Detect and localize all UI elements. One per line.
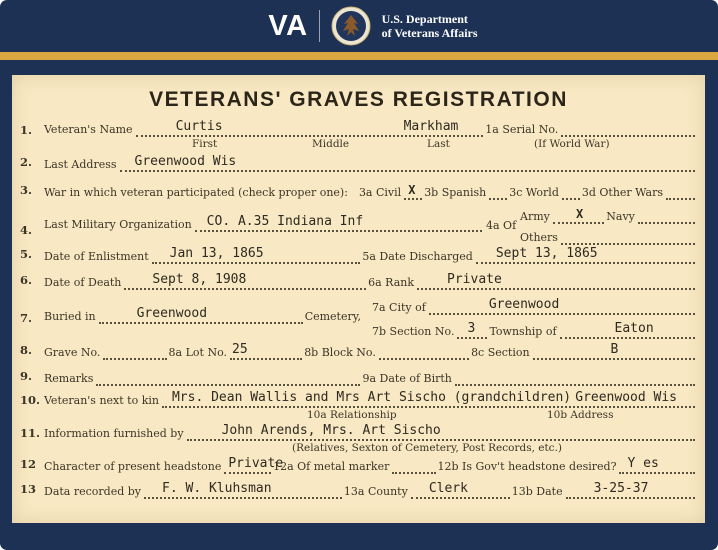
navy-fill [638,205,695,224]
label-veterans-name: Veteran's Name [44,123,133,137]
spanish-fill [489,174,507,200]
military-org-fill [195,206,482,232]
value-civil-check: X [408,183,416,197]
form-row-5 [18,238,695,264]
block-no-fill [379,334,469,360]
label-13b-date: 13b Date [511,485,563,499]
army-fill [553,205,604,224]
value-date-recorded: 3-25-37 [593,481,649,496]
death-date-fill [124,264,366,290]
date-fill [566,473,695,499]
dept-text [382,12,478,41]
sublabel-relationship: 10a Relationship [307,409,397,421]
va-seal-icon [331,6,371,46]
form-row-3 [18,174,695,200]
label-last-military-org: Last Military Organization [44,218,192,232]
row-number: 6. [20,273,33,287]
label-last-address: Last Address [44,158,117,172]
value-recorded-by: F. W. Kluhsman [162,481,272,496]
value-county: Clerk [428,481,468,496]
value-lot-no: 25 [232,342,248,357]
form-row-13 [18,473,695,499]
next-of-kin-fill [162,381,695,408]
sublabel-if-world-war: (If World War) [534,138,610,150]
label-army: Army [520,210,550,224]
graves-registration-document [12,75,705,523]
label-5a-date-discharged: 5a Date Discharged [362,250,473,264]
label-grave-no: Grave No. [44,346,101,360]
row-number: 7. [20,311,33,325]
label-serial-no: 1a Serial No. [485,123,559,137]
headstone-fill [224,448,284,474]
sublabel-middle: Middle [312,138,350,150]
serial-fill [561,111,695,137]
gold-accent-bar [0,52,718,60]
label-7b-section-no: 7b Section No. [372,325,455,339]
label-12b-govt-headstone: 12b Is Gov't headstone desired? [437,460,617,474]
label-9a-date-of-birth: 9a Date of Birth [362,372,452,386]
county-fill [411,473,510,499]
sublabel-last: Last [427,138,450,150]
form-row-2 [18,146,695,172]
row-number: 10. [20,393,41,407]
metal-marker-fill [392,448,435,474]
label-information-furnished-by: Information furnished by [44,427,184,441]
row-number: 2. [20,155,33,169]
furnished-by-fill [187,414,695,441]
value-city: Greenwood [488,297,560,312]
label-8a-lot-no: 8a Lot No. [168,346,227,360]
world-fill [562,174,580,200]
dept-line2: of Veterans Affairs [381,26,478,40]
row-number: 4. [20,223,33,237]
name-fill [136,111,484,137]
form-row-6 [18,264,695,290]
label-war-participated: War in which veteran participated (check proper one): [44,186,348,200]
value-kin-address: Greenwood Wis [575,390,677,405]
row-number: 5. [20,247,33,261]
value-cemetery-name: Greenwood [136,306,208,321]
recorded-by-fill [144,473,342,499]
form-title: VETERANS' GRAVES REGISTRATION [149,88,568,111]
value-next-of-kin: Mrs. Dean Wallis and Mrs Art Sischo (grandchildren) [171,390,572,405]
address-fill [120,146,695,172]
value-section-no: 3 [467,321,476,336]
value-township: Eaton [614,321,654,336]
row-number: 3. [20,183,33,197]
label-character-headstone: Character of present headstone [44,460,222,474]
row-number: 8. [20,343,33,357]
label-navy: Navy [606,210,635,224]
label-4a-of: 4a Of [486,219,517,233]
form-row-8 [18,334,695,360]
label-3a-civil: 3a Civil [358,186,402,200]
value-first-name: Curtis [175,119,223,134]
label-next-of-kin: Veteran's next to kin [44,394,159,408]
label-3c-world: 3c World [509,186,559,200]
lot-no-fill [230,334,302,360]
label-12a-metal-marker: 12a Of metal marker [273,460,390,474]
section-fill [533,334,695,360]
city-fill [429,293,695,315]
label-cemetery: Cemetery, [304,310,361,324]
row-number: 12 [20,457,37,471]
row-number: 13 [20,482,37,496]
form-row-1 [18,111,695,151]
value-last-address: Greenwood Wis [134,154,237,169]
civil-fill [404,174,422,200]
label-date-of-enlistment: Date of Enlistment [44,250,149,264]
value-govt-headstone: Y es [627,456,659,471]
value-section: B [610,342,619,357]
cemetery-name-fill [99,298,303,324]
va-header-logo[interactable] [268,6,477,46]
sublabel-address: 10b Address [547,409,614,421]
label-3b-spanish: 3b Spanish [424,186,487,200]
label-remarks: Remarks [44,372,94,386]
label-buried-in: Buried in [44,310,96,324]
grave-no-fill [103,334,166,360]
label-others: Others [520,231,558,245]
other-wars-fill [666,174,695,200]
value-furnished-by: John Arends, Mrs. Art Sischo [221,423,441,438]
row-number: 1. [20,123,33,137]
va-site-header [0,0,718,52]
value-military-org: CO. A.35 Indiana Inf [206,214,364,229]
value-enlistment-date: Jan 13, 1865 [169,246,264,261]
rank-fill [417,264,695,290]
value-headstone: Private [228,456,284,471]
govt-headstone-fill [619,448,695,474]
label-township-of: Township of [489,325,557,339]
label-6a-rank: 6a Rank [368,276,415,290]
label-8c-section: 8c Section [471,346,530,360]
value-army-check: X [575,207,584,221]
label-3d-other-wars: 3d Other Wars [581,186,663,200]
row-number: 11. [20,426,41,440]
label-data-recorded-by: Data recorded by [44,485,142,499]
enlistment-fill [152,238,361,264]
sublabel-relatives-sexton: (Relatives, Sexton of Cemetery, Post Records, etc.) [292,442,563,454]
va-logo-text: VA [268,9,308,42]
label-13a-county: 13a County [343,485,408,499]
label-date-of-death: Date of Death [44,276,122,290]
value-last-name: Markham [403,119,459,134]
value-discharged-date: Sept 13, 1865 [495,246,598,261]
label-7a-city-of: 7a City of [372,301,426,315]
value-rank: Private [447,272,502,287]
label-8b-block-no: 8b Block No. [304,346,376,360]
row-number: 9. [20,369,33,383]
form-row-12 [18,448,695,474]
value-death-date: Sept 8, 1908 [152,272,247,287]
sublabel-first: First [192,138,218,150]
logo-divider [319,10,320,42]
dept-line1: U.S. Department [381,11,468,26]
discharged-fill [476,238,695,264]
